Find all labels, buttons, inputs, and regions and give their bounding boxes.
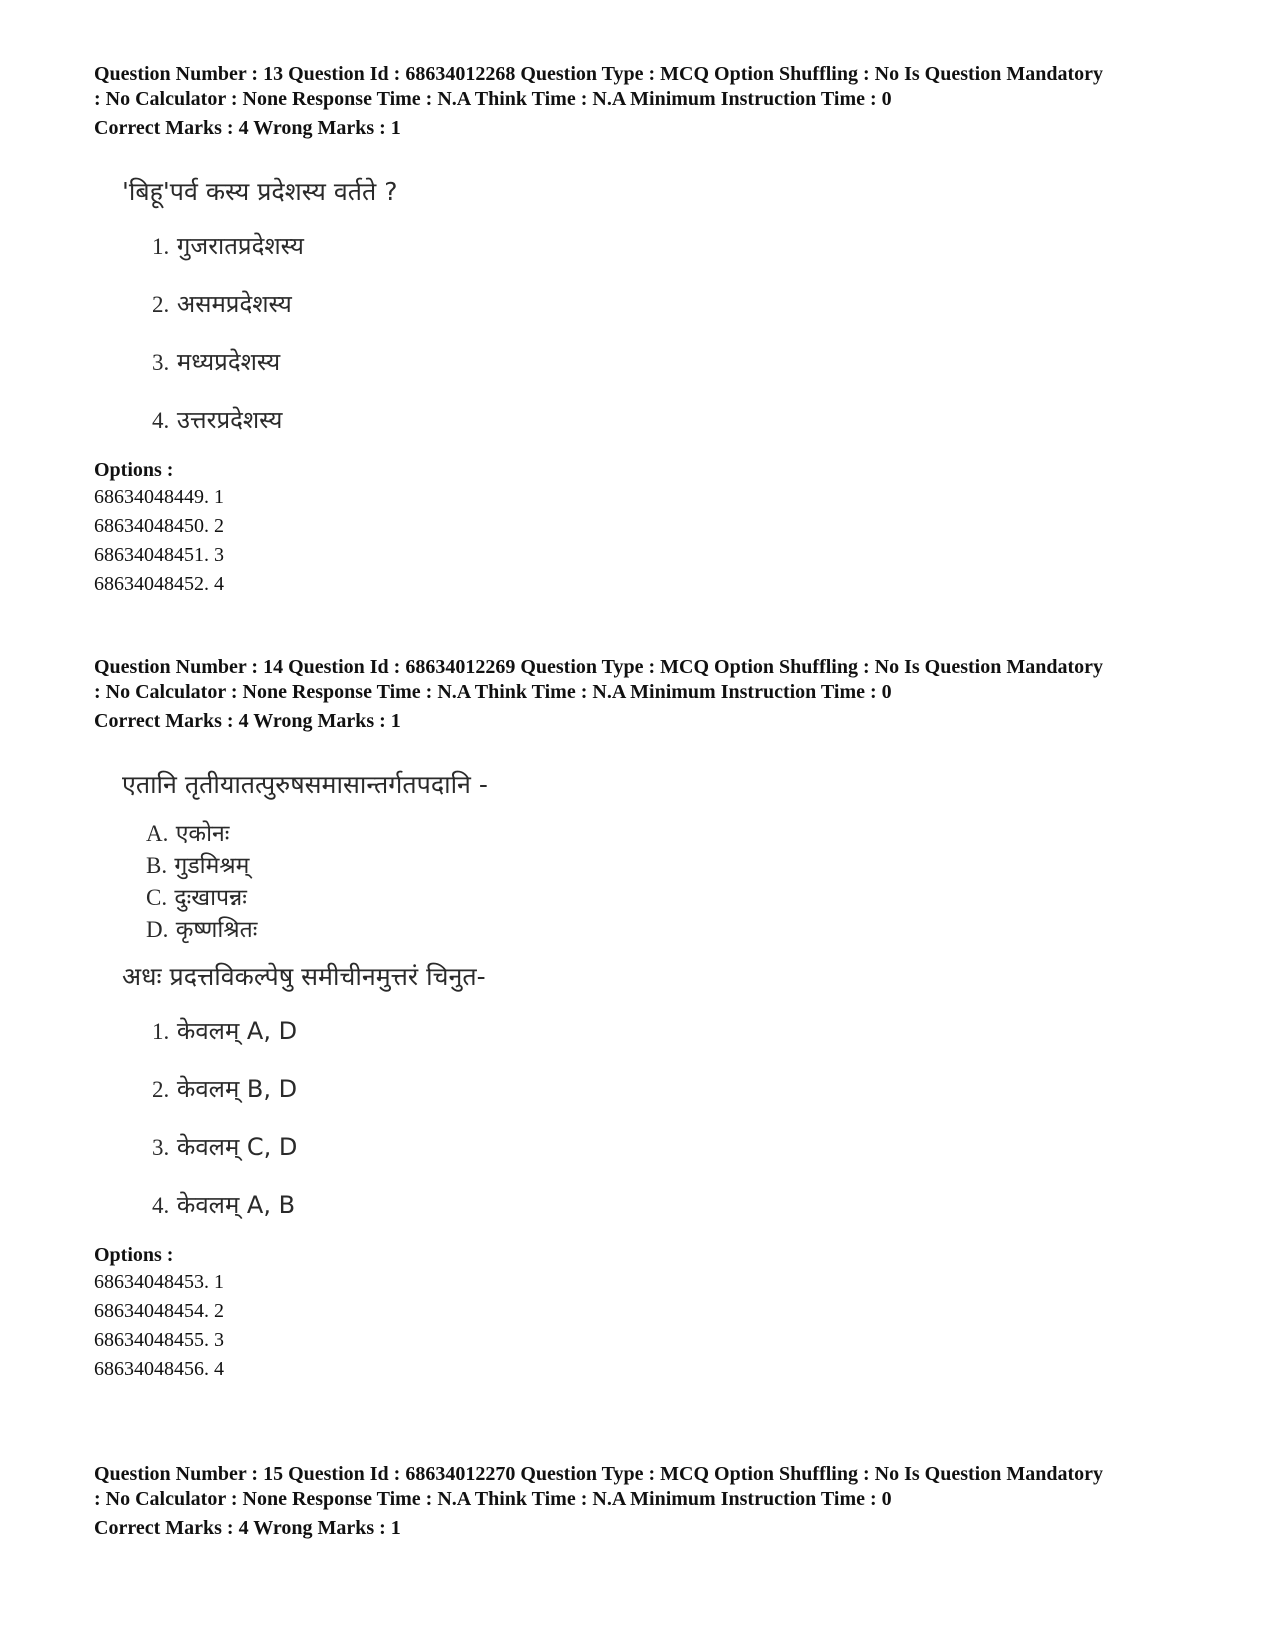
option-id-line: 68634048450. 2 xyxy=(94,515,224,537)
sub-item-letter: D. xyxy=(146,917,169,942)
choice-item xyxy=(152,1190,1194,1221)
question-stem: एतानि तृतीयातत्पुरुषसमासान्तर्गतपदानि - xyxy=(122,770,488,799)
question-stem: 'बिहू'पर्व कस्य प्रदेशस्य वर्तते ? xyxy=(122,177,398,206)
choice-item xyxy=(152,347,1194,378)
choice-number: 2. xyxy=(152,1077,170,1102)
choice-text: मध्यप्रदेशस्य xyxy=(176,348,281,376)
choice-item xyxy=(152,1074,1194,1105)
choice-item xyxy=(152,1016,1194,1047)
choice-item xyxy=(152,289,1194,320)
question-marks: Correct Marks : 4 Wrong Marks : 1 xyxy=(94,1517,401,1539)
sub-item-text: गुडमिश्रम् xyxy=(174,853,250,879)
sub-item xyxy=(146,914,1194,946)
choice-number: 4. xyxy=(152,1193,170,1218)
question-meta-line-1: Question Number : 15 Question Id : 68634012270 Question Type : MCQ Option Shuffling : No Is Question Mandatory xyxy=(94,1463,1103,1485)
choice-number: 1. xyxy=(152,1019,170,1044)
choice-item xyxy=(152,405,1194,436)
choice-number: 4. xyxy=(152,408,170,433)
question-meta-line-2: : No Calculator : None Response Time : N.A Think Time : N.A Minimum Instruction Time : 0 xyxy=(94,88,892,110)
choice-text: केवलम् A, D xyxy=(176,1017,298,1045)
question-marks: Correct Marks : 4 Wrong Marks : 1 xyxy=(94,117,401,139)
question-content xyxy=(122,177,1194,436)
option-id-line: 68634048455. 3 xyxy=(94,1329,224,1351)
choice-number: 3. xyxy=(152,1135,170,1160)
option-id-line: 68634048452. 4 xyxy=(94,573,224,595)
choice-text: केवलम् A, B xyxy=(176,1191,296,1219)
sub-item-list xyxy=(122,818,1194,946)
option-id-line: 68634048449. 1 xyxy=(94,486,224,508)
sub-item-letter: C. xyxy=(146,885,168,910)
choice-number: 1. xyxy=(152,234,170,259)
choice-item xyxy=(152,1132,1194,1163)
question-meta-line-1: Question Number : 13 Question Id : 68634012268 Question Type : MCQ Option Shuffling : No Is Question Mandatory xyxy=(94,63,1103,85)
choice-text: असमप्रदेशस्य xyxy=(176,290,292,318)
sub-item xyxy=(146,882,1194,914)
sub-item-letter: A. xyxy=(146,821,169,846)
question-content xyxy=(122,770,1194,1221)
choice-text: गुजरातप्रदेशस्य xyxy=(176,232,304,260)
choice-number: 2. xyxy=(152,292,170,317)
sub-item-text: दुःखापन्नः xyxy=(174,885,247,911)
question-14 xyxy=(94,655,1194,1384)
question-meta-line-1: Question Number : 14 Question Id : 68634012269 Question Type : MCQ Option Shuffling : No Is Question Mandatory xyxy=(94,656,1103,678)
question-instruction: अधः प्रदत्तविकल्पेषु समीचीनमुत्तरं चिनुत- xyxy=(122,962,486,991)
choice-text: केवलम् C, D xyxy=(176,1133,298,1161)
sub-item xyxy=(146,850,1194,882)
question-meta-line-2: : No Calculator : None Response Time : N.A Think Time : N.A Minimum Instruction Time : 0 xyxy=(94,681,892,703)
options-label: Options : xyxy=(94,459,174,481)
option-id-line: 68634048451. 3 xyxy=(94,544,224,566)
option-id-line: 68634048456. 4 xyxy=(94,1358,224,1380)
choice-number: 3. xyxy=(152,350,170,375)
choice-text: केवलम् B, D xyxy=(176,1075,298,1103)
options-section xyxy=(94,458,1194,599)
choice-item xyxy=(152,231,1194,262)
sub-item-text: कृष्णश्रितः xyxy=(175,917,258,943)
option-id-line: 68634048453. 1 xyxy=(94,1271,224,1293)
question-meta-line-2: : No Calculator : None Response Time : N.A Think Time : N.A Minimum Instruction Time : 0 xyxy=(94,1488,892,1510)
question-marks: Correct Marks : 4 Wrong Marks : 1 xyxy=(94,710,401,732)
sub-item xyxy=(146,818,1194,850)
sub-item-letter: B. xyxy=(146,853,168,878)
choice-text: उत्तरप्रदेशस्य xyxy=(176,406,283,434)
options-label: Options : xyxy=(94,1244,174,1266)
sub-item-text: एकोनः xyxy=(175,821,230,847)
question-15 xyxy=(94,1462,1194,1541)
question-13 xyxy=(94,62,1194,599)
options-section xyxy=(94,1243,1194,1384)
option-id-line: 68634048454. 2 xyxy=(94,1300,224,1322)
